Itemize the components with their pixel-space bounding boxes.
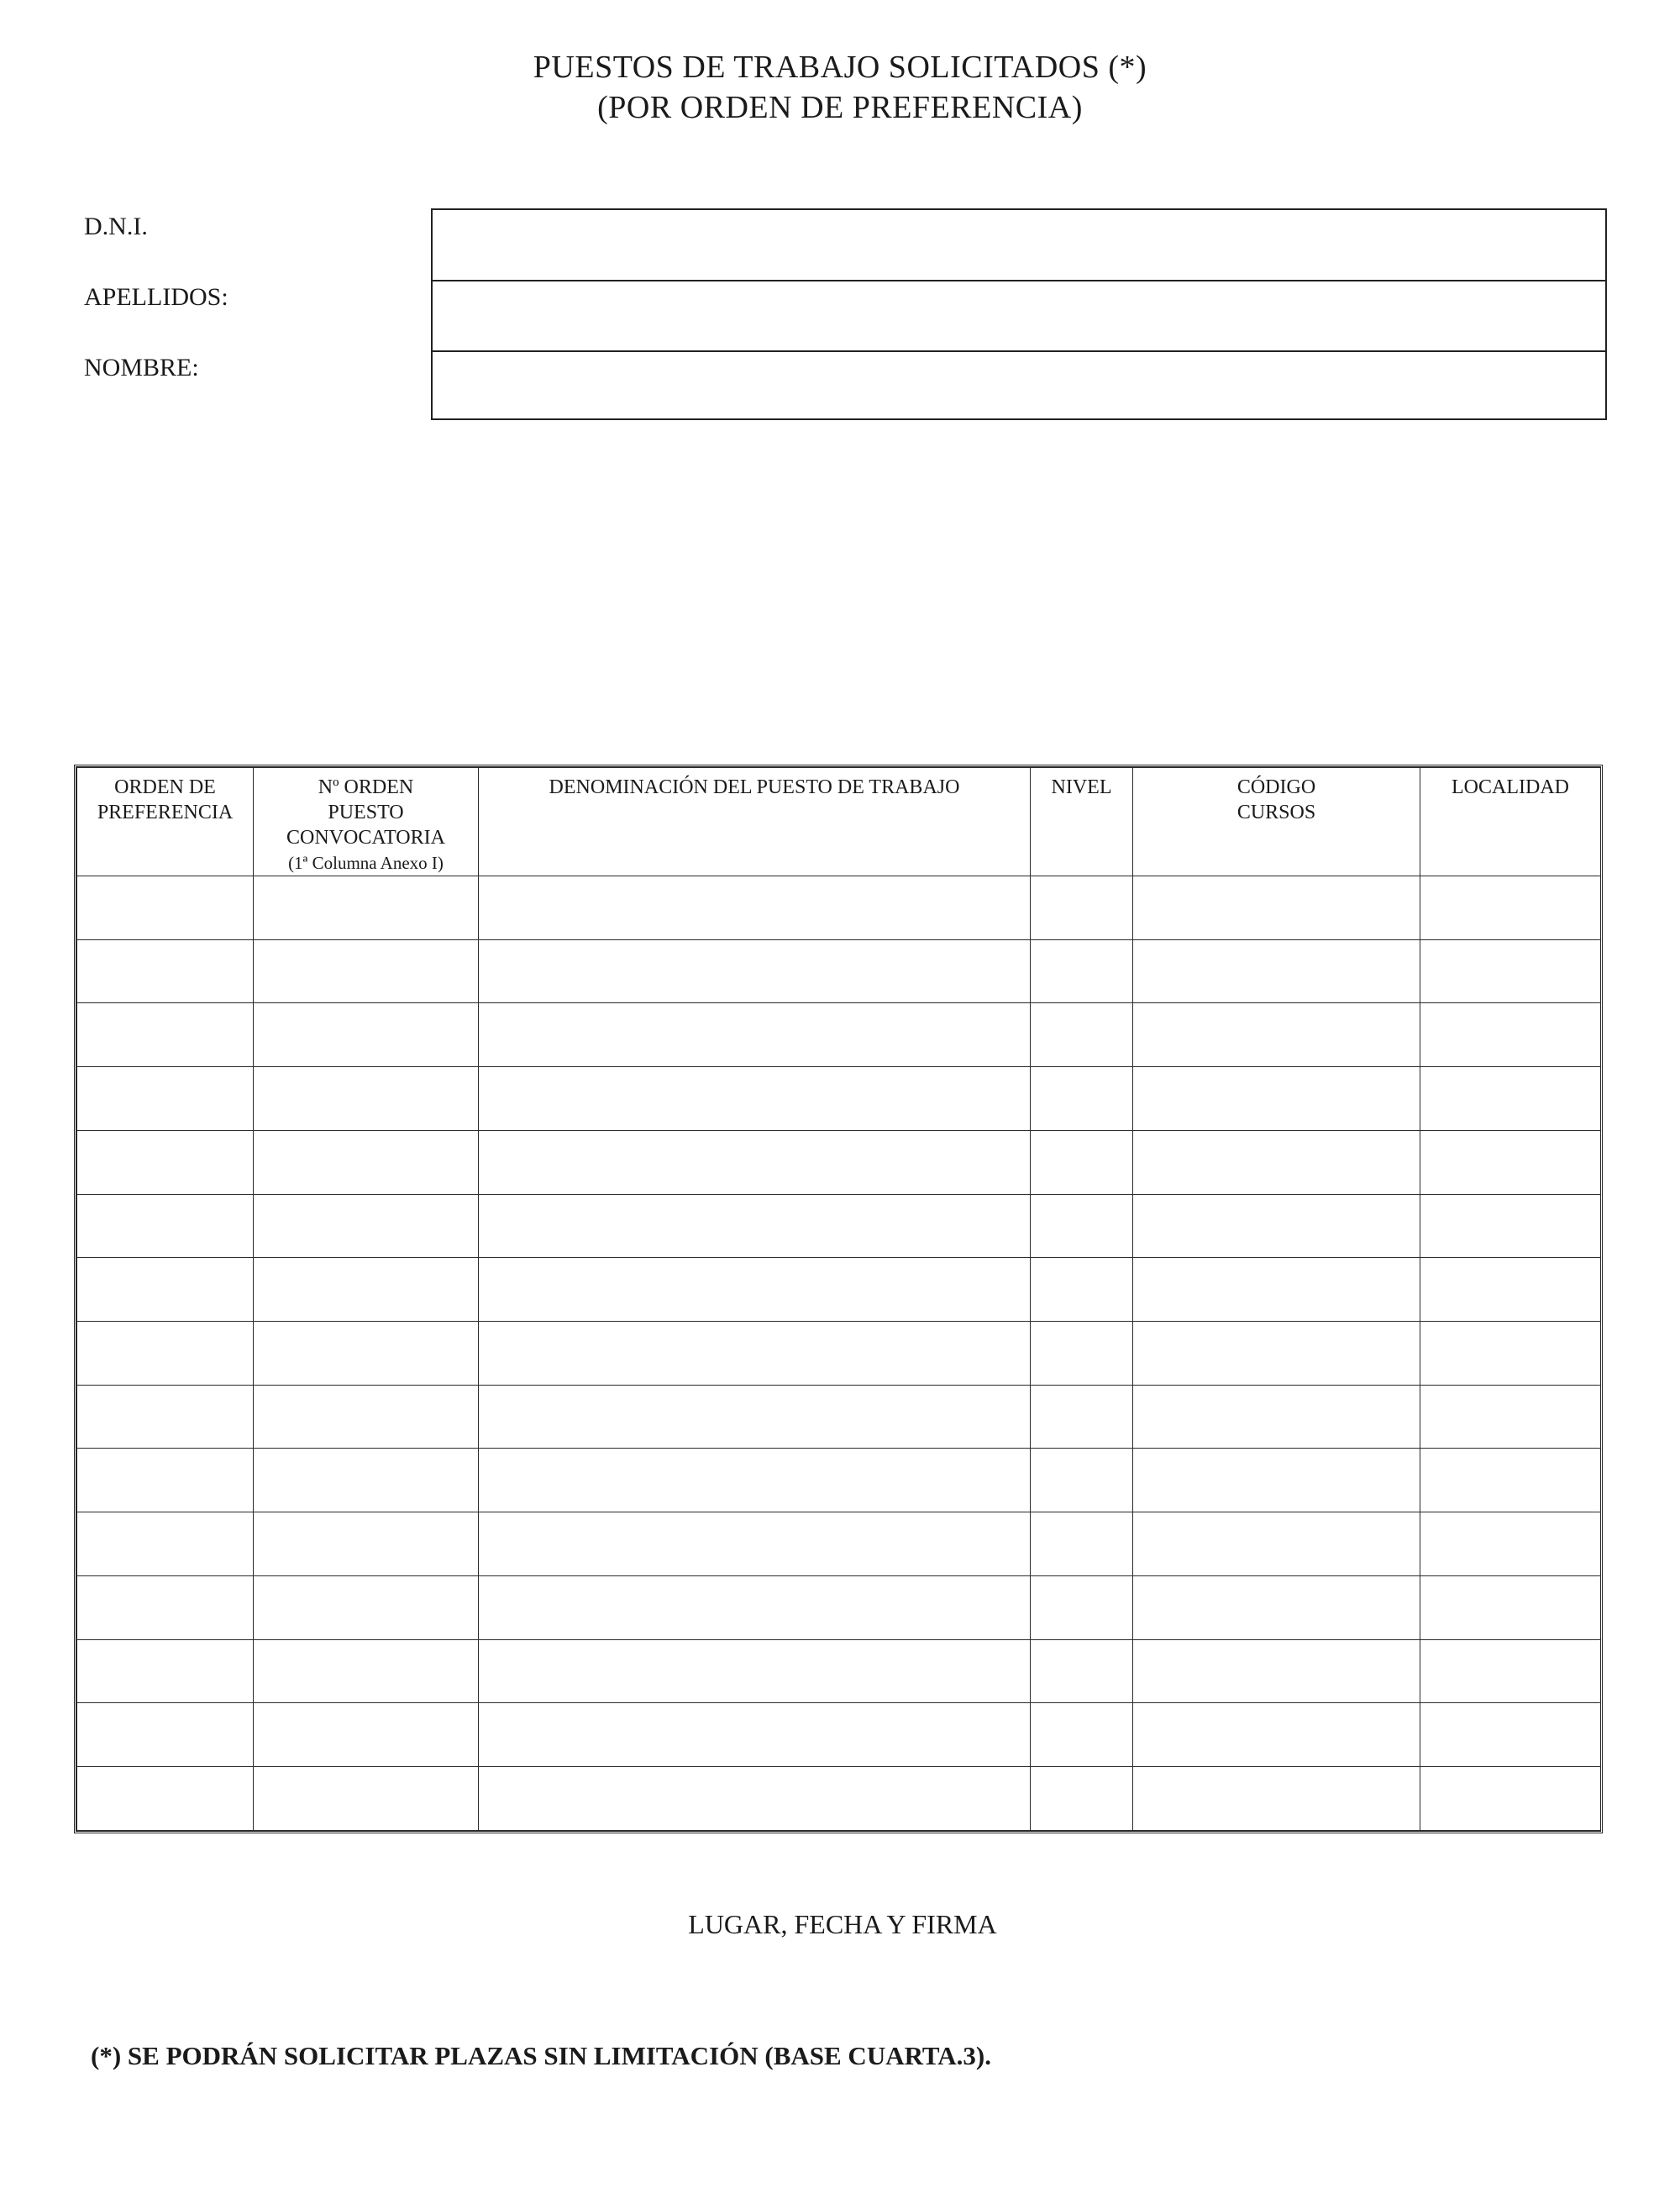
cell-denominacion[interactable] [479,1130,1031,1194]
cell-nivel[interactable] [1031,1003,1133,1067]
cell-denominacion[interactable] [479,1512,1031,1576]
cell-localidad[interactable] [1420,1258,1601,1322]
cell-localidad[interactable] [1420,876,1601,940]
dni-field[interactable] [433,210,1605,279]
table-row [77,1003,1601,1067]
cell-orden-preferencia[interactable] [77,1449,254,1512]
table-row [77,1639,1601,1703]
nombre-field[interactable] [433,352,1605,421]
col-header-nivel: NIVEL [1031,768,1133,876]
cell-nivel[interactable] [1031,1067,1133,1131]
table-row [77,939,1601,1003]
table-row [77,1130,1601,1194]
cell-orden-preferencia[interactable] [77,1575,254,1639]
cell-numero-orden[interactable] [254,1130,479,1194]
header-note: (1ª Columna Anexo I) [288,853,444,873]
cell-denominacion[interactable] [479,1767,1031,1831]
table-body [77,876,1601,1831]
table-row [77,1449,1601,1512]
cell-orden-preferencia[interactable] [77,1067,254,1131]
cell-nivel[interactable] [1031,1322,1133,1386]
cell-orden-preferencia[interactable] [77,1703,254,1767]
cell-denominacion[interactable] [479,1703,1031,1767]
cell-codigo-cursos[interactable] [1133,1322,1420,1386]
cell-codigo-cursos[interactable] [1133,1767,1420,1831]
cell-numero-orden[interactable] [254,1512,479,1576]
cell-numero-orden[interactable] [254,1258,479,1322]
cell-nivel[interactable] [1031,1512,1133,1576]
cell-codigo-cursos[interactable] [1133,1130,1420,1194]
table-row [77,1067,1601,1131]
cell-numero-orden[interactable] [254,1639,479,1703]
signature-label: LUGAR, FECHA Y FIRMA [688,1909,997,1939]
cell-denominacion[interactable] [479,939,1031,1003]
cell-localidad[interactable] [1420,1067,1601,1131]
cell-nivel[interactable] [1031,876,1133,940]
footnote: (*) SE PODRÁN SOLICITAR PLAZAS SIN LIMITACIÓN (BASE CUARTA.3). [91,2041,991,2070]
table-row [77,1385,1601,1449]
apellidos-label: APELLIDOS: [84,283,228,311]
cell-denominacion[interactable] [479,1385,1031,1449]
cell-numero-orden[interactable] [254,1385,479,1449]
identity-box [431,208,1607,420]
cell-codigo-cursos[interactable] [1133,1385,1420,1449]
cell-codigo-cursos[interactable] [1133,1512,1420,1576]
cell-localidad[interactable] [1420,1512,1601,1576]
cell-localidad[interactable] [1420,1575,1601,1639]
cell-numero-orden[interactable] [254,1003,479,1067]
cell-orden-preferencia[interactable] [77,1385,254,1449]
cell-denominacion[interactable] [479,1003,1031,1067]
cell-localidad[interactable] [1420,1130,1601,1194]
table-row [77,1575,1601,1639]
form-subtitle: (POR ORDEN DE PREFERENCIA) [597,90,1083,125]
cell-localidad[interactable] [1420,1703,1601,1767]
table-row [77,876,1601,940]
cell-nivel[interactable] [1031,1639,1133,1703]
table-row [77,1322,1601,1386]
cell-localidad[interactable] [1420,1194,1601,1258]
cell-orden-preferencia[interactable] [77,876,254,940]
cell-localidad[interactable] [1420,939,1601,1003]
cell-denominacion[interactable] [479,876,1031,940]
table-row [77,1512,1601,1576]
cell-orden-preferencia[interactable] [77,1767,254,1831]
header-line: ORDEN DE [114,776,216,798]
cell-codigo-cursos[interactable] [1133,1003,1420,1067]
cell-denominacion[interactable] [479,1639,1031,1703]
cell-codigo-cursos[interactable] [1133,1067,1420,1131]
cell-nivel[interactable] [1031,1703,1133,1767]
cell-codigo-cursos[interactable] [1133,1703,1420,1767]
cell-codigo-cursos[interactable] [1133,1449,1420,1512]
col-header-localidad: LOCALIDAD [1420,768,1601,876]
cell-localidad[interactable] [1420,1385,1601,1449]
cell-denominacion[interactable] [479,1322,1031,1386]
cell-nivel[interactable] [1031,1258,1133,1322]
cell-orden-preferencia[interactable] [77,1639,254,1703]
cell-localidad[interactable] [1420,1003,1601,1067]
cell-nivel[interactable] [1031,1385,1133,1449]
col-header-orden-preferencia [77,768,254,876]
dni-label: D.N.I. [84,213,148,240]
cell-orden-preferencia[interactable] [77,1003,254,1067]
positions-table [76,767,1601,1831]
cell-numero-orden[interactable] [254,1767,479,1831]
cell-codigo-cursos[interactable] [1133,1575,1420,1639]
cell-numero-orden[interactable] [254,876,479,940]
table-row [77,1767,1601,1831]
cell-numero-orden[interactable] [254,939,479,1003]
table-header-row [77,768,1601,876]
cell-nivel[interactable] [1031,1767,1133,1831]
cell-codigo-cursos[interactable] [1133,1639,1420,1703]
cell-numero-orden[interactable] [254,1703,479,1767]
cell-numero-orden[interactable] [254,1067,479,1131]
cell-nivel[interactable] [1031,1575,1133,1639]
header-line: Nº ORDEN [318,776,414,798]
cell-denominacion[interactable] [479,1194,1031,1258]
cell-numero-orden[interactable] [254,1194,479,1258]
cell-nivel[interactable] [1031,1194,1133,1258]
cell-codigo-cursos[interactable] [1133,1258,1420,1322]
header-line: PREFERENCIA [97,802,234,823]
cell-denominacion[interactable] [479,1067,1031,1131]
table-row [77,1258,1601,1322]
col-header-numero-orden [254,768,479,876]
cell-localidad[interactable] [1420,1767,1601,1831]
cell-codigo-cursos[interactable] [1133,939,1420,1003]
cell-denominacion[interactable] [479,1258,1031,1322]
cell-codigo-cursos[interactable] [1133,1194,1420,1258]
form-title: PUESTOS DE TRABAJO SOLICITADOS (*) [533,50,1147,85]
cell-nivel[interactable] [1031,1449,1133,1512]
cell-denominacion[interactable] [479,1449,1031,1512]
cell-numero-orden[interactable] [254,1322,479,1386]
col-header-denominacion: DENOMINACIÓN DEL PUESTO DE TRABAJO [479,768,1031,876]
table-row [77,1194,1601,1258]
nombre-label: NOMBRE: [84,354,199,381]
cell-denominacion[interactable] [479,1575,1031,1639]
cell-orden-preferencia[interactable] [77,1258,254,1322]
cell-orden-preferencia[interactable] [77,1322,254,1386]
header-line: CURSOS [1236,802,1316,823]
cell-numero-orden[interactable] [254,1449,479,1512]
apellidos-field[interactable] [433,281,1605,350]
table-row [77,1703,1601,1767]
cell-orden-preferencia[interactable] [77,1194,254,1258]
cell-numero-orden[interactable] [254,1575,479,1639]
cell-nivel[interactable] [1031,1130,1133,1194]
header-line: PUESTO [328,802,404,823]
cell-localidad[interactable] [1420,1322,1601,1386]
cell-localidad[interactable] [1420,1639,1601,1703]
header-line: CONVOCATORIA [286,827,445,849]
positions-table-frame [74,765,1603,1833]
cell-orden-preferencia[interactable] [77,939,254,1003]
cell-orden-preferencia[interactable] [77,1130,254,1194]
col-header-codigo-cursos [1133,768,1420,876]
cell-codigo-cursos[interactable] [1133,876,1420,940]
header-line: CÓDIGO [1236,776,1316,798]
cell-orden-preferencia[interactable] [77,1512,254,1576]
cell-nivel[interactable] [1031,939,1133,1003]
cell-localidad[interactable] [1420,1449,1601,1512]
